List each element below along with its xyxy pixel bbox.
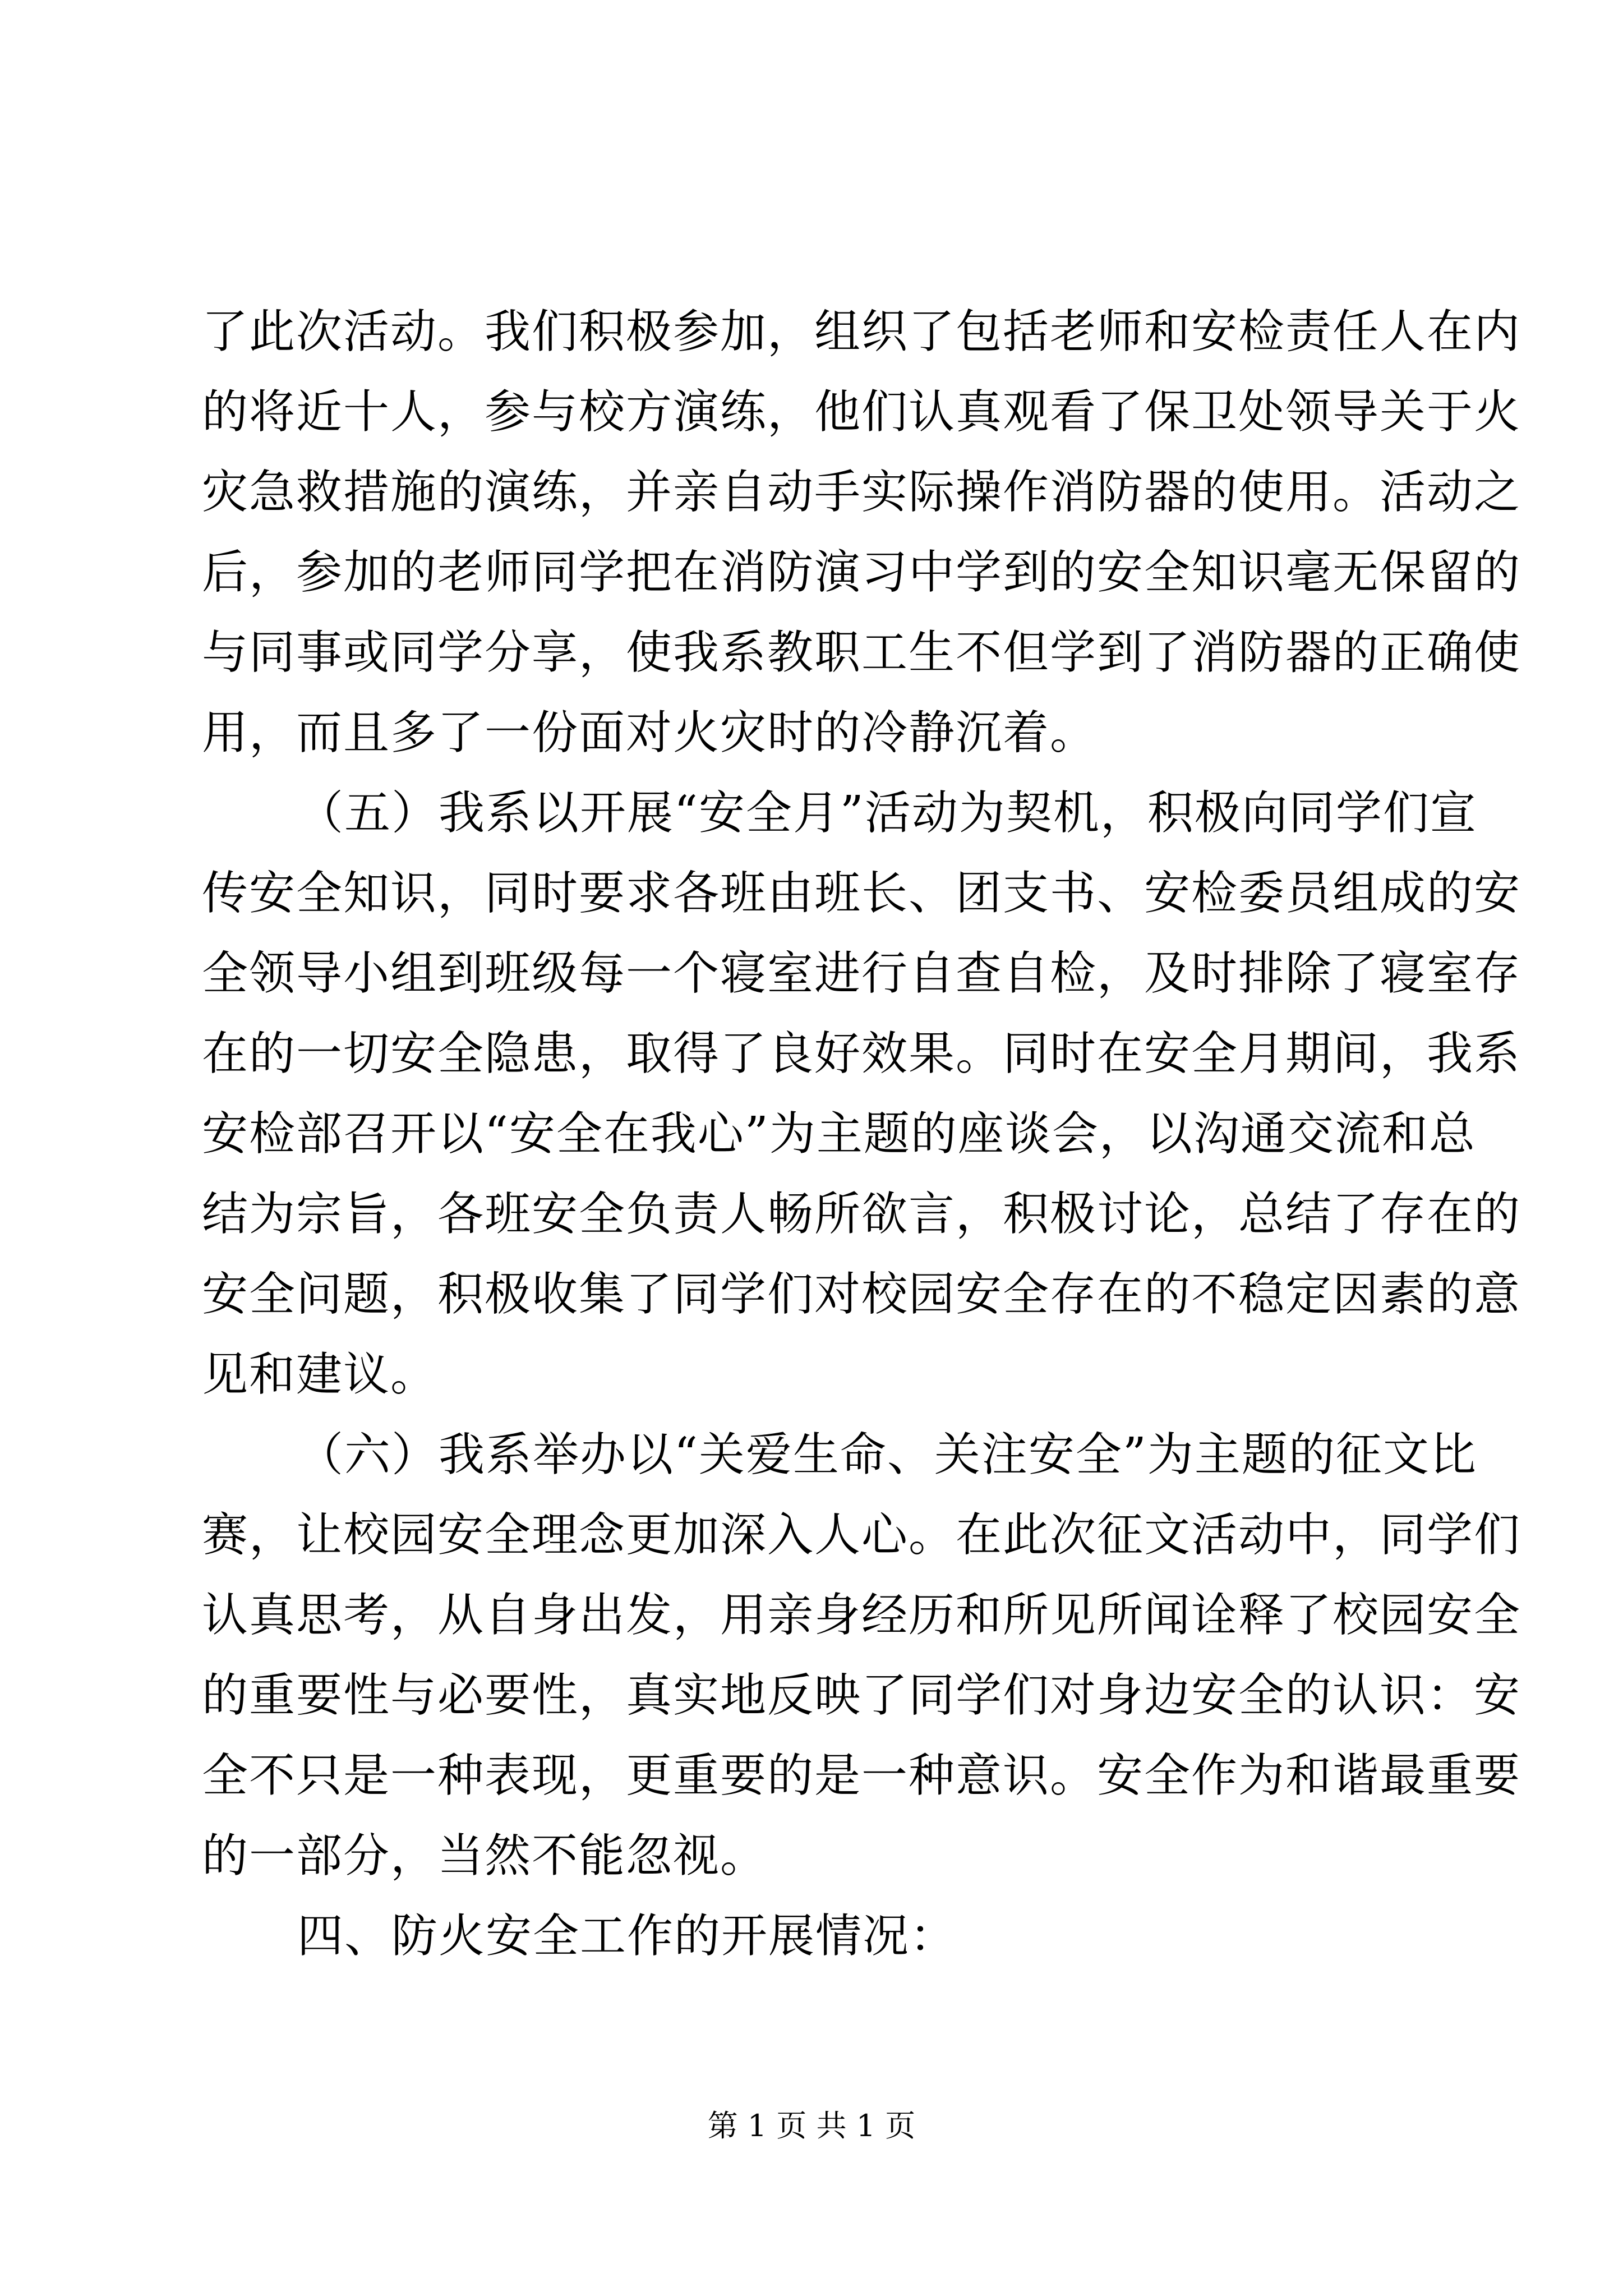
text-line: 的将近十人，参与校方演练，他们认真观看了保卫处领导关于火: [202, 385, 1521, 439]
text-line: 见和建议。: [202, 1348, 438, 1401]
text-line: 传安全知识，同时要求各班由班长、团支书、安检委员组成的安: [202, 867, 1521, 920]
text-line: 用，而且多了一份面对火灾时的冷静沉着。: [202, 706, 1098, 760]
text-line: 四、防火安全工作的开展情况：: [297, 1910, 957, 1963]
text-line: 安全问题，积极收集了同学们对校园安全存在的不稳定因素的意: [202, 1268, 1521, 1321]
text-line: 结为宗旨，各班安全负责人畅所欲言，积极讨论，总结了存在的: [202, 1188, 1521, 1241]
text-line: 认真思考，从自身出发，用亲身经历和所见所闻诠释了校园安全: [202, 1589, 1521, 1642]
paragraph: [202, 292, 1521, 773]
text-line: 后，参加的老师同学把在消防演习中学到的安全知识毫无保留的: [202, 546, 1521, 599]
text-line: （六）我系举办以“关爱生命、关注安全”为主题的征文比: [297, 1428, 1477, 1481]
text-line: 安检部召开以“安全在我心”为主题的座谈会，以沟通交流和总: [202, 1107, 1476, 1161]
section-heading: [202, 1896, 1424, 1976]
text-line: 在的一切安全隐患，取得了良好效果。同时在安全月期间，我系: [202, 1027, 1521, 1080]
paragraph: [202, 773, 1521, 1415]
page-footer: 第 1 页 共 1 页: [707, 2108, 916, 2143]
text-line: （五）我系以开展“安全月”活动为契机，积极向同学们宣: [297, 786, 1477, 840]
document-body: [202, 292, 1521, 1976]
text-line: 赛，让校园安全理念更加深入人心。在此次征文活动中，同学们: [202, 1508, 1521, 1562]
text-line: 灾急救措施的演练，并亲自动手实际操作消防器的使用。活动之: [202, 466, 1521, 519]
text-line: 与同事或同学分享，使我系教职工生不但学到了消防器的正确使: [202, 626, 1521, 679]
text-line: 全不只是一种表现，更重要的是一种意识。安全作为和谐最重要: [202, 1749, 1521, 1802]
text-line: 的重要性与必要性，真实地反映了同学们对身边安全的认识：安: [202, 1669, 1521, 1722]
text-line: 了此次活动。我们积极参加，组织了包括老师和安检责任人在内: [202, 305, 1521, 358]
text-line: 全领导小组到班级每一个寝室进行自查自检，及时排除了寝室存: [202, 947, 1521, 1000]
paragraph: [202, 1415, 1521, 1896]
text-line: 的一部分，当然不能忽视。: [202, 1829, 768, 1883]
